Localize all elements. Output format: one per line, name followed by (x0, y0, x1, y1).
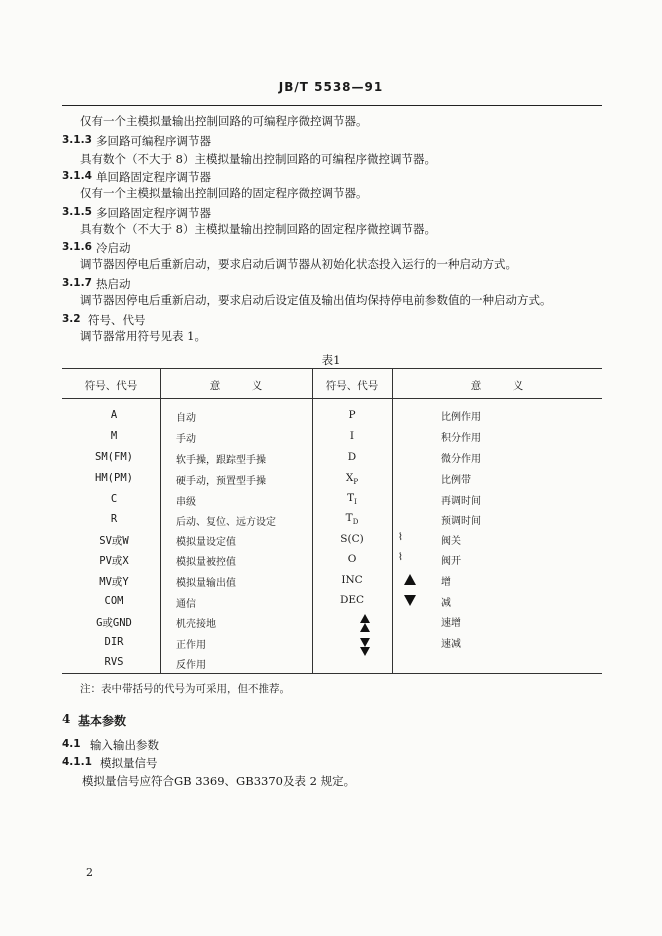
table-cell-meaning: 模拟量输出值 (176, 578, 236, 589)
section-body: 调节器因停电后重新启动，要求启动后调节器从初始化状态投入运行的一种启动方式。 (80, 257, 517, 271)
table-cell-symbol: SV或W (99, 535, 129, 547)
section-title: 多回路可编程序调节器 (96, 134, 211, 148)
fast-increase-icon (360, 614, 370, 623)
table-header: 意 义 (209, 380, 263, 392)
section-body: 模拟量信号应符合GB 3369、GB3370及表 2 规定。 (82, 774, 356, 788)
section-number: 3.1.6 (62, 241, 92, 253)
table-cell-meaning: 微分作用 (441, 454, 481, 465)
table-header-rule (62, 398, 602, 399)
table-cell-meaning: 模拟量设定值 (176, 537, 236, 548)
table-cell-symbol: P (348, 409, 356, 421)
table-cell-meaning: 手动 (176, 434, 196, 445)
decrease-triangle-icon (404, 595, 416, 606)
table-cell-meaning: 后动、复位、远方设定 (176, 517, 276, 528)
table-cell-meaning: 模拟量被控值 (176, 557, 236, 568)
table-cell-meaning: 正作用 (176, 640, 206, 651)
table-cell-symbol: MV或Y (99, 576, 129, 588)
table-cell-symbol: DIR (104, 636, 124, 648)
section-title: 输入输出参数 (90, 738, 159, 752)
increase-triangle-icon (404, 574, 416, 585)
table-cell-meaning: 阀关 (441, 536, 461, 547)
table-cell-meaning: 通信 (176, 599, 196, 610)
table-cell-symbol: I (349, 430, 355, 442)
table-cell-meaning: 再调时间 (441, 496, 481, 507)
table-cell-meaning: 积分作用 (441, 433, 481, 444)
section-number: 3.1.5 (62, 206, 92, 218)
section-title: 模拟量信号 (100, 756, 158, 770)
section-body: 具有数个（不大于 8）主模拟量输出控制回路的固定程序微控调节器。 (80, 222, 436, 236)
section-title: 冷启动 (96, 241, 131, 255)
header-rule (62, 105, 602, 106)
valve-close-icon: ⌇ (398, 532, 403, 543)
section-number: 3.2 (62, 313, 81, 325)
table-cell-symbol: HM(PM) (95, 472, 133, 484)
table-header: 符号、代号 (84, 380, 138, 392)
table-cell-symbol: M (110, 430, 118, 442)
table-cell-meaning: 预调时间 (441, 516, 481, 527)
fast-decrease-icon (360, 647, 370, 656)
fast-increase-icon (360, 623, 370, 632)
standard-header: JB/T 5538—91 (278, 80, 384, 94)
table-header: 意 义 (470, 380, 524, 392)
valve-open-icon: ⌇ (398, 552, 403, 563)
table-note: 注：表中带括号的代号为可采用，但不推荐。 (80, 683, 290, 695)
section-number: 4 (62, 712, 71, 726)
table-cell-symbol: INC (341, 574, 363, 586)
table-cell-symbol: C (110, 493, 118, 505)
section-number: 3.1.3 (62, 134, 92, 146)
section-number: 3.1.4 (62, 170, 92, 182)
section-title: 单回路固定程序调节器 (96, 170, 211, 184)
section-body: 仅有一个主模拟量输出控制回路的固定程序微控调节器。 (80, 186, 368, 200)
table-cell-symbol: RVS (104, 656, 124, 668)
table-header: 符号、代号 (325, 380, 379, 392)
table-cell-meaning: 串级 (176, 497, 196, 508)
section-title: 符号、代号 (88, 313, 146, 327)
section-number: 4.1 (62, 738, 81, 750)
table-cell-symbol: PV或X (99, 555, 129, 567)
fast-decrease-icon (360, 638, 370, 647)
table-cell-meaning: 比例作用 (441, 412, 481, 423)
section-number: 3.1.7 (62, 277, 92, 289)
table-cell-meaning: 速增 (441, 618, 461, 629)
table-cell-symbol: DEC (339, 594, 365, 606)
table-cell-meaning: 硬手动，预置型手操 (176, 476, 266, 487)
table-cell-symbol: $X_P$ (345, 472, 359, 487)
table-cell-symbol: SM(FM) (95, 451, 133, 463)
table-cell-symbol: G或GND (96, 617, 132, 629)
table-cell-meaning: 比例带 (441, 475, 471, 486)
section-body: 调节器常用符号见表 1。 (80, 329, 206, 343)
table-cell-symbol: R (110, 513, 118, 525)
table-col-divider (392, 368, 393, 673)
table-cell-meaning: 阀开 (441, 556, 461, 567)
table-cell-meaning: 机壳接地 (176, 619, 216, 630)
table-top-rule (62, 368, 602, 369)
table-cell-symbol: D (347, 451, 357, 463)
section-body: 调节器因停电后重新启动，要求启动后设定值及输出值均保持停电前参数值的一种启动方式。 (80, 293, 552, 307)
table-cell-symbol: $T_D$ (345, 512, 359, 527)
section-title: 基本参数 (78, 714, 127, 728)
section-title: 多回路固定程序调节器 (96, 206, 211, 220)
section-title: 热启动 (96, 277, 131, 291)
table-bottom-rule (62, 673, 602, 674)
page-number: 2 (86, 866, 93, 879)
section-number: 4.1.1 (62, 756, 92, 768)
section-body: 具有数个（不大于 8）主模拟量输出控制回路的可编程序微控调节器。 (80, 152, 436, 166)
table-cell-meaning: 软手操，跟踪型手操 (176, 455, 266, 466)
table-cell-symbol: COM (104, 595, 124, 607)
table-cell-meaning: 反作用 (176, 660, 206, 671)
table-cell-symbol: S(C) (340, 533, 364, 545)
table-cell-meaning: 减 (441, 598, 451, 609)
table-cell-symbol: A (110, 409, 118, 421)
table-cell-symbol: $T_I$ (347, 492, 357, 507)
table-title: 表1 (321, 353, 341, 367)
table-cell-meaning: 速减 (441, 639, 461, 650)
table-cell-meaning: 增 (441, 577, 451, 588)
table-cell-meaning: 自动 (176, 413, 196, 424)
table-cell-symbol: O (347, 553, 357, 565)
intro-line: 仅有一个主模拟量输出控制回路的可编程序微控调节器。 (80, 114, 368, 128)
